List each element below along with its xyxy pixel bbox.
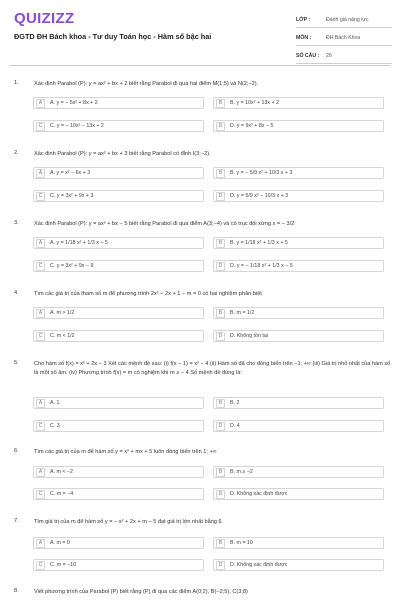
option-text: D. Không tồn tại <box>230 333 268 339</box>
option-letter: A <box>36 239 45 248</box>
option-letter: A <box>36 309 45 318</box>
quizizz-logo: QUIZIZZ <box>14 10 75 27</box>
meta-row-subject <box>296 31 392 46</box>
option-text: B. 2 <box>230 400 240 406</box>
option-text: B. y = 10x² + 13x + 2 <box>230 100 280 106</box>
option-b[interactable] <box>213 537 384 549</box>
option-text: C. m = −10 <box>50 562 77 568</box>
question-number: 6. <box>14 448 19 454</box>
option-b[interactable] <box>213 97 384 109</box>
option-letter: C <box>36 490 45 499</box>
option-text: A. m < −2 <box>50 469 73 475</box>
option-c[interactable] <box>33 420 204 432</box>
option-letter: D <box>216 422 225 431</box>
option-letter: C <box>36 122 45 131</box>
option-text: A. y = − 5x² + 8x + 2 <box>50 100 98 106</box>
option-text: C. m < 1/2 <box>50 333 75 339</box>
option-a[interactable] <box>33 537 204 549</box>
option-c[interactable] <box>33 559 204 571</box>
option-text: C. y = 3x² + 9x + 3 <box>50 193 94 199</box>
option-text: A. y = x² − 6x + 3 <box>50 170 91 176</box>
meta-label: LỚP : <box>296 17 311 23</box>
option-letter: B <box>216 99 225 108</box>
option-c[interactable] <box>33 190 204 202</box>
option-text: D. Không xác định được <box>230 562 288 568</box>
option-a[interactable] <box>33 167 204 179</box>
option-letter: A <box>36 539 45 548</box>
option-text: D. 4 <box>230 423 240 429</box>
option-text: C. y = − 10x² − 13x + 2 <box>50 123 104 129</box>
option-letter: C <box>36 561 45 570</box>
question-text: Cho hàm số f(x) = x² + 2x − 3 Xét các mệnh đề sau: (i) f(x − 1) = x² − 4 (ii) Hàm số đã cho đồng biến trên −1; +∞ (iii) Giá trị nhỏ nhất của hàm số là một số âm. (iv) Phương trình f(x) = m có nghiệm khi m ≥ − 4 Số mệnh đề đúng là: <box>34 361 391 376</box>
option-d[interactable] <box>213 120 384 132</box>
option-letter: D <box>216 561 225 570</box>
option-text: B. m = 10 <box>230 540 253 546</box>
option-letter: B <box>216 169 225 178</box>
option-b[interactable] <box>213 307 384 319</box>
option-d[interactable] <box>213 559 384 571</box>
option-text: C. y = 3x² + 9x − 9 <box>50 263 94 269</box>
option-letter: C <box>36 262 45 271</box>
option-b[interactable] <box>213 237 384 249</box>
worksheet-header <box>0 0 400 62</box>
option-text: D. y = 9x² + 8x − 5 <box>230 123 274 129</box>
question-text: Tìm các giá trị của m để hàm số y = x² + mx + 5 luôn đồng biến trên 1; +∞ <box>34 449 217 455</box>
option-d[interactable] <box>213 330 384 342</box>
worksheet-title: ĐGTD ĐH Bách khoa - Tư duy Toán học - Hàm số bậc hai <box>14 32 212 41</box>
option-text: A. y = 1/18 x² + 1/3 x − 5 <box>50 240 108 246</box>
option-a[interactable] <box>33 466 204 478</box>
question-number: 4. <box>14 290 19 296</box>
meta-row-count <box>296 49 392 64</box>
option-letter: C <box>36 192 45 201</box>
option-a[interactable] <box>33 397 204 409</box>
question-number: 1. <box>14 80 19 86</box>
option-a[interactable] <box>33 307 204 319</box>
option-c[interactable] <box>33 260 204 272</box>
option-d[interactable] <box>213 190 384 202</box>
question-text: Xác định Parabol (P): y = ax² + bx + 2 biết rằng Parabol đi qua hai điểm M(1;5) và N(2;−2). <box>34 81 259 87</box>
option-letter: C <box>36 422 45 431</box>
option-letter: A <box>36 169 45 178</box>
option-letter: A <box>36 399 45 408</box>
option-letter: B <box>216 239 225 248</box>
question-number: 2. <box>14 150 19 156</box>
option-text: B. y = − 5/9 x² + 10/3 x + 3 <box>230 170 293 176</box>
question-text: Xác định Parabol (P): y = ax² + bx + 3 biết rằng Parabol có đỉnh I(3;−2). <box>34 151 211 157</box>
meta-label: SỐ CÂU : <box>296 53 320 59</box>
option-letter: B <box>216 539 225 548</box>
option-c[interactable] <box>33 120 204 132</box>
option-letter: D <box>216 122 225 131</box>
option-letter: C <box>36 332 45 341</box>
question-number: 8. <box>14 588 19 594</box>
option-letter: A <box>36 468 45 477</box>
option-a[interactable] <box>33 97 204 109</box>
option-letter: B <box>216 468 225 477</box>
question-number: 7. <box>14 518 19 524</box>
option-text: D. y = 5/9 x² − 10/3 x + 3 <box>230 193 289 199</box>
option-text: A. 1 <box>50 400 60 406</box>
option-letter: D <box>216 192 225 201</box>
option-letter: D <box>216 262 225 271</box>
question-number: 5. <box>14 360 19 366</box>
meta-value: Đánh giá năng lực <box>326 17 369 23</box>
worksheet-meta <box>296 13 392 67</box>
option-c[interactable] <box>33 488 204 500</box>
option-letter: A <box>36 99 45 108</box>
option-text: B. m = 1/2 <box>230 310 255 316</box>
option-text: D. Không xác định được <box>230 491 288 497</box>
meta-label: MÔN : <box>296 35 312 41</box>
option-d[interactable] <box>213 420 384 432</box>
option-text: C. m = −4 <box>50 491 74 497</box>
meta-row-class <box>296 13 392 28</box>
option-d[interactable] <box>213 488 384 500</box>
question-text: Xác định Parabol (P): y = ax² + bx − 5 biết rằng Parabol đi qua điểm A(3;−4) và có trục đối xứng x = − 3/2 <box>34 221 295 227</box>
meta-value: ĐH Bách Khoa <box>326 35 361 41</box>
option-b[interactable] <box>213 466 384 478</box>
option-text: A. m > 1/2 <box>50 310 75 316</box>
option-letter: B <box>216 399 225 408</box>
option-letter: D <box>216 490 225 499</box>
option-text: B. m ≥ −2 <box>230 469 253 475</box>
option-c[interactable] <box>33 330 204 342</box>
option-a[interactable] <box>33 237 204 249</box>
option-b[interactable] <box>213 167 384 179</box>
option-d[interactable] <box>213 260 384 272</box>
option-letter: D <box>216 332 225 341</box>
question-text: Tìm các giá trị của tham số m để phương trình 2x² − 2x + 1 − m = 0 có hai nghiệm phân biệt <box>34 291 262 297</box>
question-number: 3. <box>14 220 19 226</box>
question-text: Tìm giá trị của m để hàm số y = − x² + 2x + m − 5 đạt giá trị lớn nhất bằng 6 <box>34 519 222 525</box>
question-text: Viết phương trình của Parabol (P) biết rằng (P) đi qua các điểm A(0;2), B(−2;5), C(3;8) <box>34 589 248 595</box>
option-b[interactable] <box>213 397 384 409</box>
option-text: C. 3 <box>50 423 60 429</box>
header-divider <box>10 65 390 66</box>
option-text: B. y = 1/18 x² + 1/3 x + 5 <box>230 240 288 246</box>
option-text: D. y = − 1/18 x² + 1/3 x − 5 <box>230 263 293 269</box>
option-letter: B <box>216 309 225 318</box>
meta-value: 26 <box>326 53 332 59</box>
option-text: A. m = 0 <box>50 540 70 546</box>
